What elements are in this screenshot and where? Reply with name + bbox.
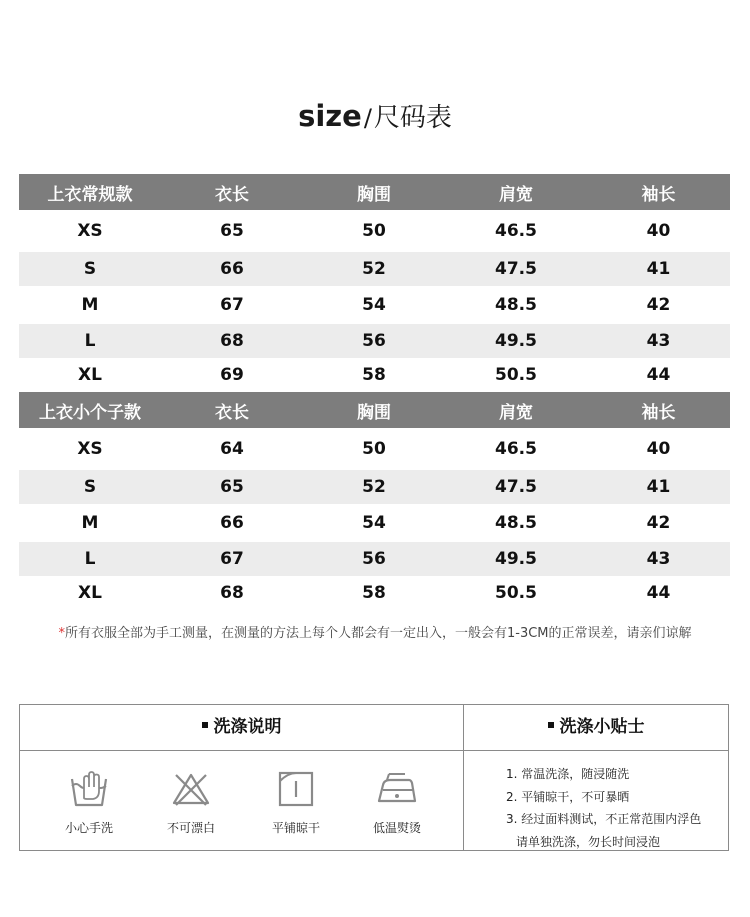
table-cell: 40 <box>646 221 671 241</box>
table-cell: 49.5 <box>445 542 587 576</box>
table-cell: 65 <box>161 470 303 504</box>
table-cell: 44 <box>646 365 671 385</box>
table-cell: 41 <box>587 252 730 286</box>
table-cell: 50 <box>362 439 386 459</box>
table-cell: 50.5 <box>495 365 537 385</box>
care-item-dry-flat <box>246 769 346 836</box>
tip-item: 请单独洗涤，勿长时间浸泡 <box>516 834 661 849</box>
size-cell: XS <box>77 439 103 459</box>
table-row <box>19 470 730 504</box>
header-cell: 胸围 <box>303 392 445 428</box>
table-cell: 47.5 <box>445 252 587 286</box>
header-cell: 袖长 <box>587 392 730 428</box>
size-cell: L <box>19 542 161 576</box>
size-table-petite <box>19 392 730 610</box>
washing-instructions-title: 洗涤说明 <box>213 717 282 737</box>
title-slash: / <box>363 104 372 132</box>
table-row <box>19 324 730 358</box>
note-star: * <box>58 626 65 641</box>
size-cell: XL <box>78 365 102 385</box>
table-cell: 50.5 <box>495 583 537 603</box>
table-row <box>19 542 730 576</box>
size-cell: M <box>81 295 99 315</box>
table-cell: 67 <box>161 542 303 576</box>
table-row <box>19 428 730 470</box>
table-header-row <box>19 392 730 428</box>
size-cell: XL <box>78 583 102 603</box>
header-cell: 衣长 <box>161 392 303 428</box>
washing-instructions-heading <box>20 705 463 750</box>
tip-item: 2. 平铺晾干，不可暴晒 <box>506 789 630 804</box>
dry-flat-icon <box>276 769 316 809</box>
table-row <box>19 504 730 542</box>
table-cell: 40 <box>646 439 671 459</box>
washing-tips-list <box>506 763 730 853</box>
table-cell: 48.5 <box>495 295 537 315</box>
care-item-no-bleach <box>141 769 241 836</box>
washing-tips-heading <box>464 705 728 750</box>
size-cell: M <box>81 513 99 533</box>
table-cell: 68 <box>220 583 244 603</box>
table-cell: 47.5 <box>445 470 587 504</box>
size-cell: S <box>19 252 161 286</box>
table-cell: 58 <box>362 583 386 603</box>
table-cell: 64 <box>220 439 244 459</box>
table-cell: 48.5 <box>495 513 537 533</box>
table-cell: 58 <box>362 365 386 385</box>
hand-wash-icon <box>69 769 109 809</box>
washing-tips-title: 洗涤小贴士 <box>559 717 645 737</box>
size-table-regular <box>19 174 730 392</box>
table-cell: 42 <box>646 513 671 533</box>
table-row <box>19 576 730 610</box>
size-cell: S <box>19 470 161 504</box>
table-cell: 65 <box>220 221 244 241</box>
tip-item: 3. 经过面料测试，不正常范围内浮色 <box>506 812 702 826</box>
no-bleach-icon <box>171 769 211 809</box>
table-row <box>19 286 730 324</box>
care-label: 不可漂白 <box>166 821 215 835</box>
measurement-note <box>0 622 750 641</box>
size-cell: XS <box>77 221 103 241</box>
square-bullet-icon <box>202 722 208 728</box>
page-title <box>0 96 750 138</box>
table-cell: 49.5 <box>445 324 587 358</box>
table-cell: 44 <box>646 583 671 603</box>
table-cell: 43 <box>587 324 730 358</box>
table-cell: 46.5 <box>495 439 537 459</box>
table-header-row <box>19 174 730 210</box>
table-cell: 56 <box>303 542 445 576</box>
care-panel <box>19 704 729 851</box>
table-cell: 56 <box>303 324 445 358</box>
table-cell: 46.5 <box>495 221 537 241</box>
header-cell: 肩宽 <box>445 174 587 210</box>
table-cell: 66 <box>220 513 244 533</box>
header-cell: 衣长 <box>161 174 303 210</box>
table-cell: 54 <box>362 513 386 533</box>
care-label: 低温熨烫 <box>372 821 421 835</box>
care-divider-horizontal <box>20 750 728 751</box>
table-cell: 67 <box>220 295 244 315</box>
care-item-hand-wash <box>39 769 139 836</box>
note-text: 所有衣服全部为手工测量，在测量的方法上每个人都会有一定出入，一般会有1-3CM的正常误差，请亲们谅解 <box>64 626 692 641</box>
title-zh: 尺码表 <box>373 103 452 133</box>
table-row <box>19 358 730 392</box>
header-cell: 上衣常规款 <box>19 174 161 210</box>
care-label: 小心手洗 <box>64 821 113 835</box>
table-cell: 68 <box>161 324 303 358</box>
table-cell: 42 <box>646 295 671 315</box>
table-cell: 52 <box>303 470 445 504</box>
header-cell: 上衣小个子款 <box>19 392 161 428</box>
header-cell: 袖长 <box>587 174 730 210</box>
table-cell: 69 <box>220 365 244 385</box>
table-cell: 52 <box>303 252 445 286</box>
square-bullet-icon <box>548 722 554 728</box>
table-row <box>19 252 730 286</box>
title-en: size <box>298 99 362 133</box>
table-cell: 43 <box>587 542 730 576</box>
low-iron-icon <box>375 769 419 809</box>
table-cell: 54 <box>362 295 386 315</box>
table-cell: 50 <box>362 221 386 241</box>
size-cell: L <box>19 324 161 358</box>
header-cell: 胸围 <box>303 174 445 210</box>
care-label: 平铺晾干 <box>271 821 320 835</box>
care-item-low-iron <box>347 769 447 836</box>
tip-item: 1. 常温洗涤，随浸随洗 <box>506 767 630 781</box>
table-cell: 41 <box>587 470 730 504</box>
table-row <box>19 210 730 252</box>
header-cell: 肩宽 <box>445 392 587 428</box>
table-cell: 66 <box>161 252 303 286</box>
